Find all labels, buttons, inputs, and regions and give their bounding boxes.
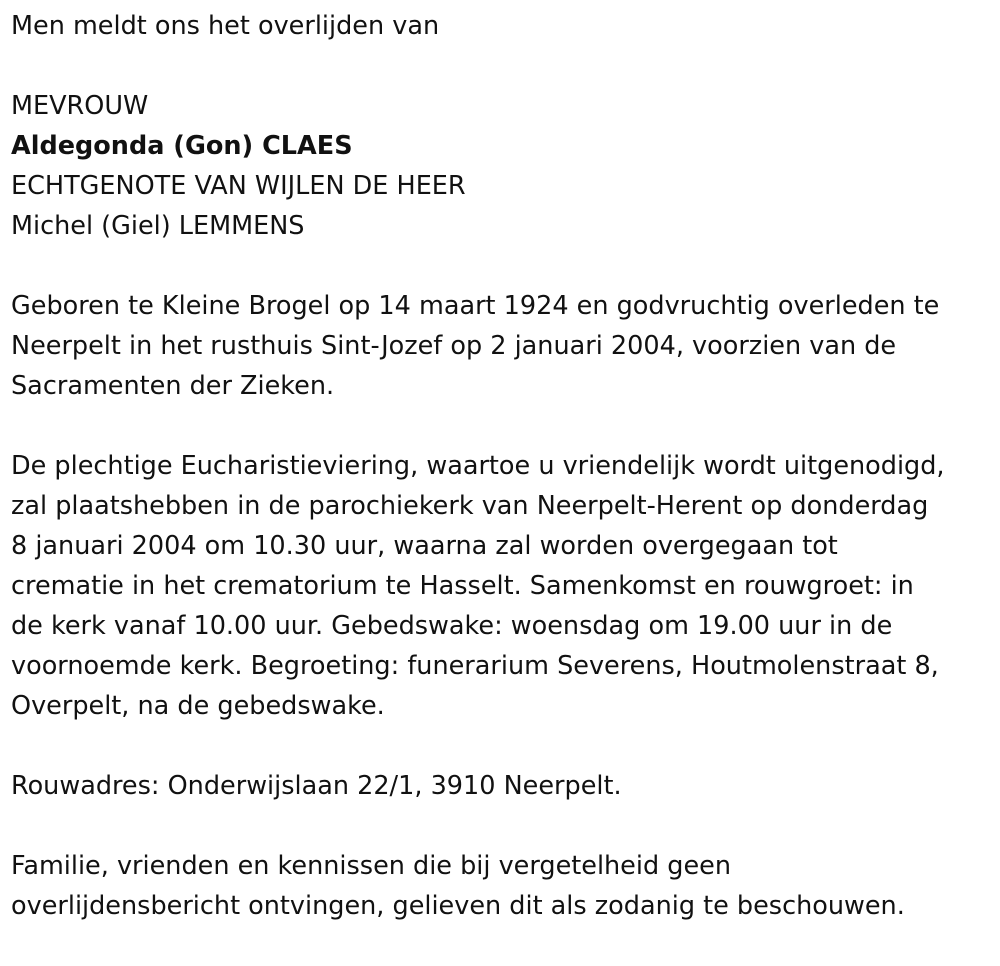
relation-text: ECHTGENOTE VAN WIJLEN DE HEER (11, 171, 466, 201)
paragraph-line: 8 januari 2004 om 10.30 uur, waarna zal worden overgegaan tot (11, 531, 838, 561)
salutation: MEVROUW (11, 91, 149, 121)
birth-death-paragraph (11, 286, 996, 406)
intro-text: Men meldt ons het overlijden van (11, 11, 440, 41)
paragraph-line: Overpelt, na de gebedswake. (11, 691, 385, 721)
paragraph-line: Neerpelt in het rusthuis Sint-Jozef op 2 januari 2004, voorzien van de (11, 331, 897, 361)
spacer (11, 806, 996, 846)
deceased-name: Aldegonda (Gon) CLAES (11, 131, 353, 161)
paragraph-line: De plechtige Eucharistieviering, waartoe u vriendelijk wordt uitgenodigd, (11, 451, 945, 481)
paragraph-line: Sacramenten der Zieken. (11, 371, 335, 401)
obituary-notice (11, 6, 996, 926)
paragraph-line: zal plaatshebben in de parochiekerk van Neerpelt-Herent op donderdag (11, 491, 929, 521)
mourning-address: Rouwadres: Onderwijslaan 22/1, 3910 Neerpelt. (11, 771, 622, 801)
ceremony-paragraph (11, 446, 996, 726)
paragraph-line: Familie, vrienden en kennissen die bij vergetelheid geen (11, 851, 731, 881)
paragraph-line: de kerk vanaf 10.00 uur. Gebedswake: woensdag om 19.00 uur in de (11, 611, 893, 641)
paragraph-line: voornoemde kerk. Begroeting: funerarium Severens, Houtmolenstraat 8, (11, 651, 939, 681)
spouse-name: Michel (Giel) LEMMENS (11, 211, 305, 241)
closing-paragraph (11, 846, 996, 926)
paragraph-line: crematie in het crematorium te Hasselt. Samenkomst en rouwgroet: in (11, 571, 914, 601)
spacer (11, 46, 996, 86)
paragraph-line: overlijdensbericht ontvingen, gelieven dit als zodanig te beschouwen. (11, 891, 905, 921)
spacer (11, 246, 996, 286)
spacer (11, 406, 996, 446)
paragraph-line: Geboren te Kleine Brogel op 14 maart 1924 en godvruchtig overleden te (11, 291, 940, 321)
spacer (11, 726, 996, 766)
